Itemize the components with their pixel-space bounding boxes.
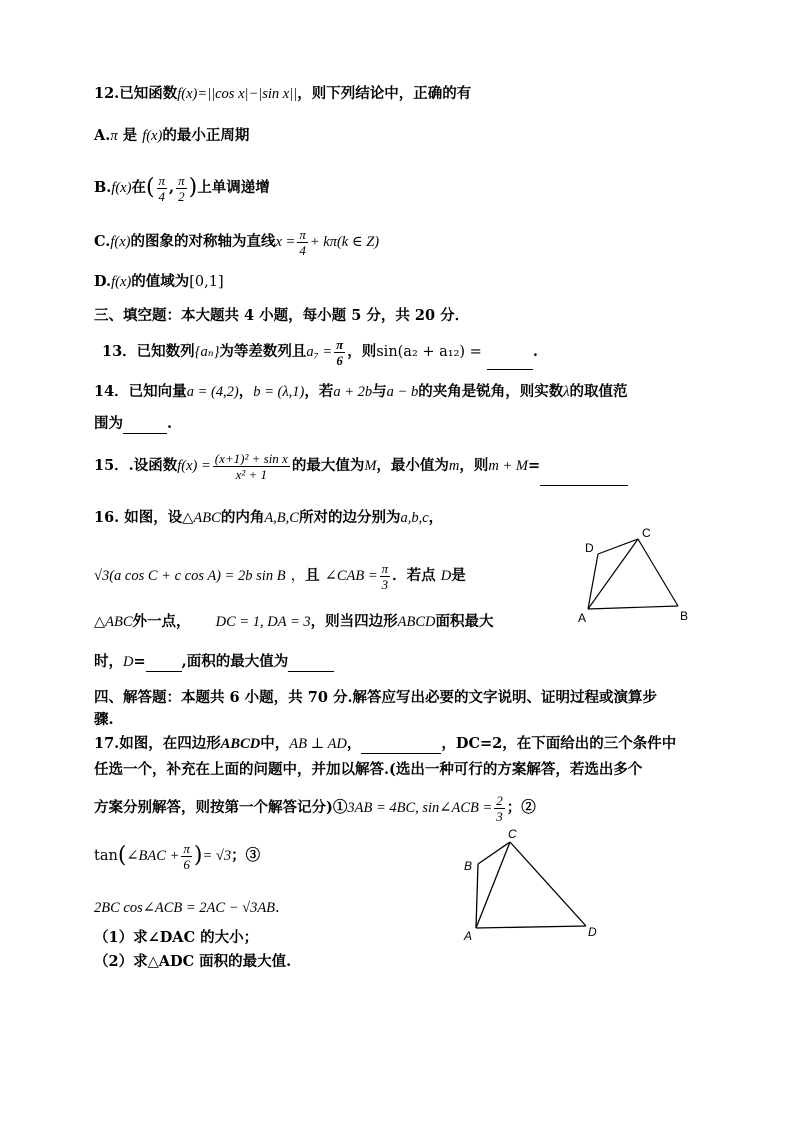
q12-option-d: D.f(x)的值域为[0,1] [94, 273, 224, 290]
q17-line2: 任选一个，补充在上面的问题中，并加以解答.(选出一种可行的方案解答，若选出多个 [94, 761, 643, 778]
q12-option-c: C.f(x)的图象的对称轴为直线x = $\frac{\pi}{4}$ + kπ(k ∈ Z) [94, 226, 380, 258]
q16-label-d: D [585, 541, 594, 555]
section-3-heading: 三、填空题：本大题共 4 小题，每小题 5 分，共 20 分． [94, 307, 470, 324]
q14-line2: 围为 . [94, 415, 173, 432]
q12-stem: 12.已知函数f(x)=||cos x|−|sin x||，则下列结论中，正确的有 [94, 85, 472, 102]
section-4-heading: 四、解答题：本题共 6 小题，共 70 分.解答应写出必要的文字说明、证明过程或演算步 [94, 689, 658, 706]
q17-condition-2: tan(∠BAC + $\frac{\pi}{6}$ )= √3；③ [94, 840, 261, 872]
q17-label-c: C [508, 827, 517, 841]
q17-label-d: D [588, 925, 597, 939]
q17-condition-blank[interactable] [361, 739, 441, 754]
q14-answer-blank[interactable] [123, 419, 167, 434]
q16-label-b: B [680, 609, 689, 623]
q17-line1: 17.如图，在四边形ABCD中，AB ⊥ AD， ，DC=2，在下面给出的三个条件中 [94, 735, 677, 752]
q17-part-2: （2）求△ADC 面积的最大值. [94, 953, 292, 970]
q13-answer-blank[interactable] [487, 355, 533, 370]
q12-option-b: B.f(x)在( $\frac{\pi}{4}$ , $\frac{\pi}{2}$ )上单调递增 [94, 172, 270, 204]
q17-condition-3: 2BC cos∠ACB = 2AC − √3AB. [94, 900, 280, 916]
q16-area-blank[interactable] [288, 657, 334, 672]
q12-option-a: A.π 是 f(x)的最小正周期 [94, 127, 250, 144]
q17-quadrilateral-figure [456, 824, 606, 944]
q17-label-b: B [464, 859, 473, 873]
q17-part-1: （1）求∠DAC 的大小； [94, 929, 259, 946]
q16-label-c: C [642, 526, 651, 540]
q16-line2: √3(a cos C + c cos A) = 2b sin B ，且 ∠CAB = $\frac{\pi}{3}$ ．若点 D是 [94, 560, 466, 592]
q15-answer-blank[interactable] [540, 471, 628, 486]
q13: 13．已知数列{aₙ}为等差数列且a₇ = $\frac{\pi}{6}$ ，则sin(a₂ + a₁₂) = . [102, 334, 538, 370]
q16-line3: △ABC外一点， DC = 1, DA = 3，则当四边形ABCD面积最大 [94, 613, 494, 630]
q16-angle-blank[interactable] [146, 657, 182, 672]
q16-line1: 16. 如图，设△ABC的内角A,B,C所对的边分别为a,b,c， [94, 509, 444, 526]
q17-label-a: A [464, 929, 473, 943]
q14-line1: 14．已知向量a = (4,2)，b = (λ,1)，若a + 2b与a − b的夹角是锐角，则实数λ的取值范 [94, 383, 628, 400]
q16-label-a: A [578, 611, 587, 625]
section-4-heading-cont: 骤. [94, 711, 114, 728]
q17-line3: 方案分别解答，则按第一个解答记分)①3AB = 4BC, sin∠ACB = $\frac{2}{3}$ ；② [94, 792, 536, 824]
q15: 15．.设函数f(x) = $\frac{\text{(x+1)² + sin x}}{\text{x² + 1}}$ 的最大值为M，最小值为m，则m + M= [94, 446, 628, 486]
q16-line4: 时，D= ,面积的最大值为 [94, 652, 334, 672]
q16-quadrilateral-figure [572, 524, 702, 628]
